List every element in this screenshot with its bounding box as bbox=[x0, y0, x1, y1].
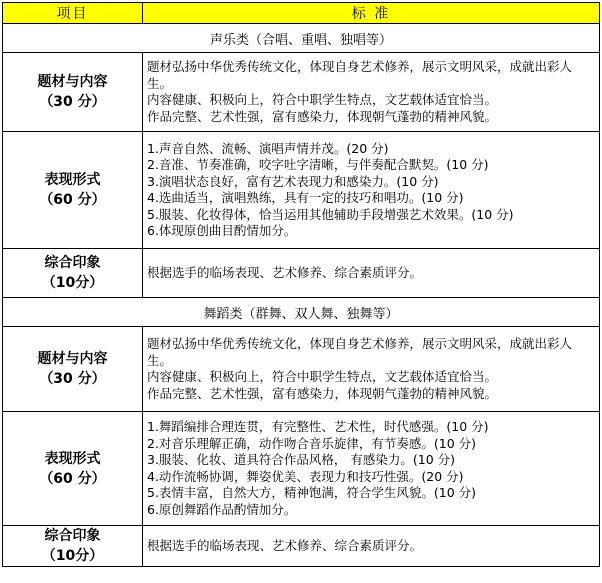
criterion-description bbox=[143, 132, 600, 249]
list-item: 3.服装、化妆、道具符合作品风格， 有感染力。(10 分) bbox=[147, 452, 456, 467]
table-row bbox=[3, 249, 600, 298]
criterion-name: 表现形式 bbox=[44, 450, 101, 467]
criterion-label bbox=[3, 249, 143, 298]
criterion-name: 表现形式 bbox=[44, 172, 101, 188]
criterion-label bbox=[3, 132, 143, 249]
criterion-label bbox=[3, 327, 143, 412]
description-line: 作品完整、艺术性强，富有感染力，体现朝气蓬勃的精神风貌。 bbox=[147, 108, 498, 124]
criterion-description bbox=[143, 526, 600, 567]
criterion-score: （10分） bbox=[41, 548, 104, 564]
criterion-name: 综合印象 bbox=[44, 528, 101, 544]
list-item: 2.对音乐理解正确，动作吻合音乐旋律，有节奏感。(10 分) bbox=[147, 435, 477, 451]
section-title-row bbox=[3, 298, 600, 327]
criterion-name: 题材与内容 bbox=[37, 351, 108, 367]
section-title: 声乐类（合唱、重唱、独唱等） bbox=[3, 24, 600, 53]
criterion-score: （60 分） bbox=[39, 470, 106, 487]
criterion-description bbox=[143, 327, 600, 412]
header-item: 项目 bbox=[3, 3, 143, 24]
table-row bbox=[3, 526, 600, 567]
criterion-score: （30 分） bbox=[39, 94, 106, 110]
criterion-score: （10分） bbox=[41, 275, 104, 291]
list-item: 6.原创舞蹈作品酌情加分。 bbox=[147, 501, 297, 517]
criterion-name: 综合印象 bbox=[44, 255, 101, 271]
section-title: 舞蹈类（群舞、双人舞、独舞等） bbox=[3, 298, 600, 327]
section-title-row bbox=[3, 24, 600, 53]
criteria-list bbox=[147, 141, 595, 240]
table-header-row bbox=[3, 3, 600, 24]
criterion-label bbox=[3, 412, 143, 526]
description-line: 作品完整、艺术性强，富有感染力，体现朝气蓬勃的精神风貌。 bbox=[147, 385, 498, 401]
criterion-label bbox=[3, 526, 143, 567]
list-item: 5.服装、化妆得体，恰当运用其他辅助手段增强艺术效果。(10 分) bbox=[147, 206, 514, 222]
table-row bbox=[3, 412, 600, 526]
criterion-name: 题材与内容 bbox=[37, 74, 108, 90]
description-line: 题材弘扬中华优秀传统文化，体现自身艺术修养，展示文明风采，成就出彩人生。 bbox=[147, 336, 573, 368]
list-item: 3.演唱状态良好，富有艺术表现力和感染力。(10 分) bbox=[147, 173, 439, 189]
table-row bbox=[3, 132, 600, 249]
list-item: 4.选曲适当，演唱熟练，具有一定的技巧和唱功。(10 分) bbox=[147, 190, 464, 205]
table-row bbox=[3, 327, 600, 412]
description-line: 内容健康、积极向上，符合中职学生特点，文艺载体适宜恰当。 bbox=[147, 369, 498, 384]
list-item: 6.体现原创曲目酌情加分。 bbox=[147, 223, 297, 238]
description-line: 内容健康、积极向上，符合中职学生特点，文艺载体适宜恰当。 bbox=[147, 92, 498, 107]
list-item: 1.声音自然、流畅、演唱声情并茂。(20 分) bbox=[147, 140, 389, 156]
criterion-label bbox=[3, 53, 143, 132]
header-standard: 标 准 bbox=[143, 3, 600, 24]
description-line: 根据选手的临场表现、艺术修养、综合素质评分。 bbox=[147, 537, 423, 553]
list-item: 1.舞蹈编排合理连贯，有完整性、艺术性，时代感强。(10 分) bbox=[147, 419, 489, 434]
criterion-description bbox=[143, 53, 600, 132]
list-item: 2.音准、节奏准确，咬字吐字清晰，与伴奏配合默契。(10 分) bbox=[147, 157, 489, 172]
criterion-description bbox=[143, 412, 600, 526]
table-row bbox=[3, 53, 600, 132]
criterion-score: （30 分） bbox=[39, 371, 106, 387]
description-line: 根据选手的临场表现、艺术修养、综合素质评分。 bbox=[147, 264, 423, 280]
criterion-score: （60 分） bbox=[39, 192, 106, 208]
scoring-table bbox=[2, 2, 600, 567]
criteria-list bbox=[147, 419, 595, 518]
description-line: 题材弘扬中华优秀传统文化，体现自身艺术修养，展示文明风采，成就出彩人生。 bbox=[147, 59, 573, 91]
list-item: 5.表情丰富，自然大方，精神饱满，符合学生风貌。(10 分) bbox=[147, 485, 477, 500]
criterion-description bbox=[143, 249, 600, 298]
list-item: 4.动作流畅协调，舞姿优美、表现力和技巧性强。(20 分) bbox=[147, 468, 464, 484]
